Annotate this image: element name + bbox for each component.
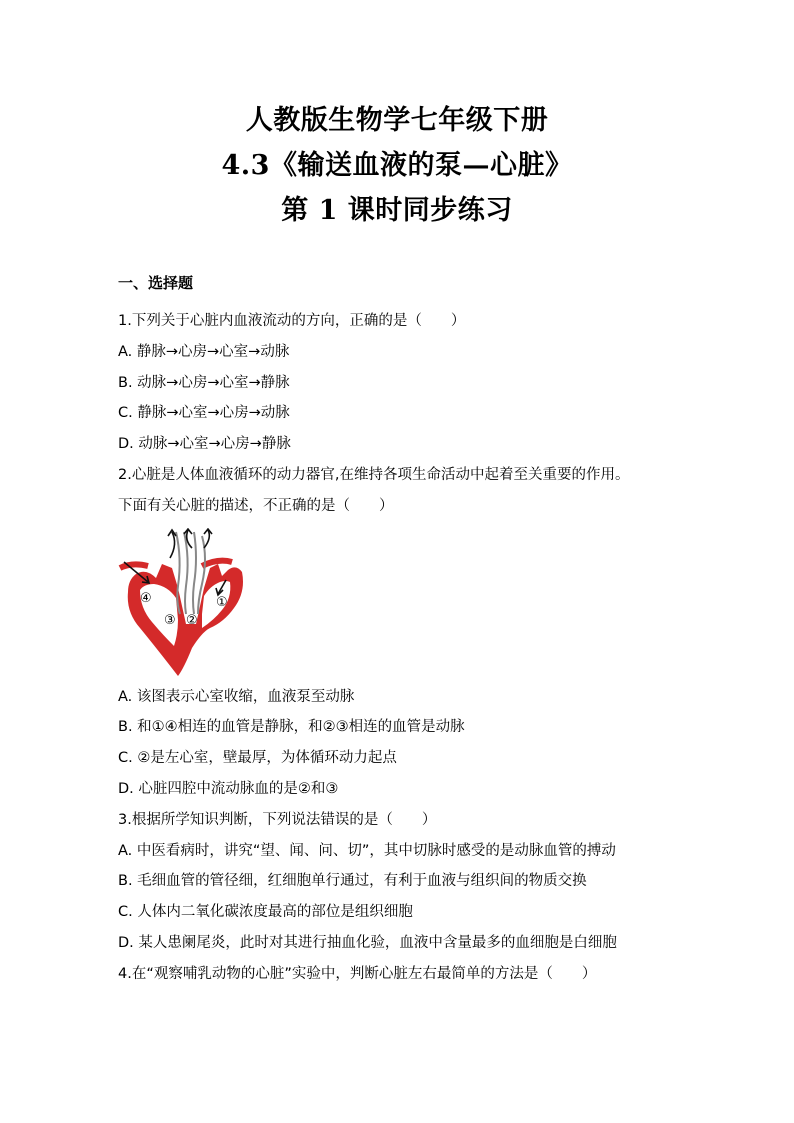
question-2-option-c: C. ②是左心室，壁最厚，为体循环动力起点 [118, 750, 397, 767]
question-3-option-c: C. 人体内二氧化碳浓度最高的部位是组织细胞 [118, 904, 413, 921]
document-title [0, 98, 794, 233]
question-4-stem: 4.在“观察哺乳动物的心脏”实验中，判断心脏左右最简单的方法是（ ） [118, 965, 597, 982]
question-2-option-a: A. 该图表示心室收缩，血液泵至动脉 [118, 688, 355, 705]
question-2-option-d: D. 心脏四腔中流动脉血的是②和③ [118, 780, 339, 797]
vessel-line [184, 532, 188, 614]
diagram-label-2: ② [186, 612, 198, 628]
flow-arrow [170, 532, 175, 558]
question-1-option-c: C. 静脉→心室→心房→动脉 [118, 405, 290, 422]
left-vessel-arc [120, 564, 148, 568]
question-1-option-b: B. 动脉→心房→心室→静脉 [118, 374, 290, 391]
question-3-option-b: B. 毛细血管的管径细，红细胞单行通过，有利于血液与组织间的物质交换 [118, 873, 587, 890]
question-1-option-d: D. 动脉→心室→心房→静脉 [118, 436, 291, 453]
question-list [118, 306, 688, 990]
question-3-option-a: A. 中医看病时，讲究“望、闻、问、切”，其中切脉时感受的是动脉血管的搏动 [118, 842, 616, 859]
vessel-line [193, 532, 196, 614]
question-1-option-a: A. 静脉→心房→心室→动脉 [118, 343, 290, 360]
heart-diagram-svg [118, 528, 278, 678]
diagram-label-3: ③ [164, 612, 176, 628]
question-1-stem: 1.下列关于心脏内血液流动的方向，正确的是（ ） [118, 313, 466, 329]
title-line-2: 4.3《输送血液的泵—心脏》 [221, 150, 573, 181]
diagram-label-4: ④ [140, 590, 152, 606]
question-2-option-b: B. 和①④相连的血管是静脉，和②③相连的血管是动脉 [118, 719, 465, 736]
question-2-stem-line-2: 下面有关心脏的描述，不正确的是（ ） [118, 497, 394, 514]
section-heading: 一、选择题 [118, 274, 194, 292]
heart-diagram [118, 528, 278, 678]
question-3-stem: 3.根据所学知识判断，下列说法错误的是（ ） [118, 811, 437, 828]
question-3-option-d: D. 某人患阑尾炎，此时对其进行抽血化验，血液中含量最多的血细胞是白细胞 [118, 934, 617, 951]
title-line-1: 人教版生物学七年级下册 [245, 105, 549, 136]
title-line-3: 第 1 课时同步练习 [281, 195, 513, 226]
diagram-label-1: ① [216, 594, 228, 610]
question-2-stem-line-1: 2.心脏是人体血液循环的动力器官,在维持各项生命活动中起着至关重要的作用。 [118, 466, 630, 483]
